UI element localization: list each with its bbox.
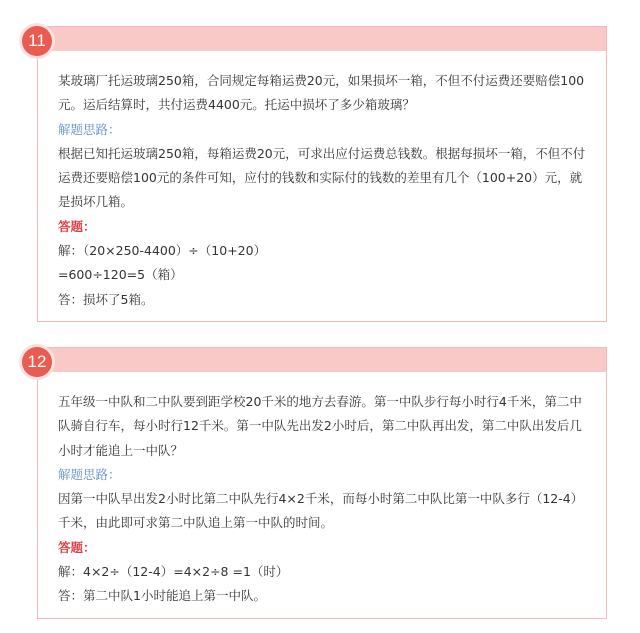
solution-line: 答：损坏了5箱。 xyxy=(58,291,154,307)
solution-line: =600÷120=5（箱） xyxy=(58,267,183,283)
analysis-label: 解题思路： xyxy=(58,121,121,137)
problem-question: 五年级一中队和二中队要到距学校20千米的地方去春游。第一中队步行每小时行4千米，第二中队骑自行车，每小时行12千米。第一中队先出发2小时后，第二中队再出发，第二中队出发后几小时才能追上一中队？ xyxy=(58,394,582,458)
problem-card-header xyxy=(27,348,606,372)
problem-question: 某玻璃厂托运玻璃250箱，合同规定每箱运费20元，如果损坏一箱，不但不付运费还要赔偿100元。运后结算时，共付运费4400元。托运中损坏了多少箱玻璃？ xyxy=(58,73,585,113)
answer-label: 答题： xyxy=(58,218,96,234)
problem-card-header xyxy=(28,27,606,51)
problem-number-badge: 12 xyxy=(22,347,52,377)
solution-line: 解：4×2÷（12-4）=4×2÷8 =1（时） xyxy=(58,564,289,580)
analysis-text: 因第一中队早出发2小时比第二中队先行4×2千米，而每小时第二中队比第一中队多行（12-4）千米，由此即可求第二中队追上第一中队的时间。 xyxy=(58,491,584,531)
solution-line: 答：第二中队1小时能追上第一中队。 xyxy=(58,588,266,604)
problem-number-badge: 11 xyxy=(22,26,52,56)
analysis-text: 根据已知托运玻璃250箱，每箱运费20元，可求出应付运费总钱数。根据每损坏一箱，不但不付运费还要赔偿100元的条件可知，应付的钱数和实际付的钱数的差里有几个（100+20）元，就是损坏几箱。 xyxy=(58,145,586,210)
problem-body xyxy=(58,69,592,312)
problem-card-12 xyxy=(27,347,607,619)
problem-body xyxy=(58,390,592,609)
analysis-label: 解题思路： xyxy=(58,466,121,482)
answer-label: 答题： xyxy=(58,539,96,555)
solution-line: 解：（20×250-4400）÷（10+20） xyxy=(58,243,267,259)
problem-card-11 xyxy=(28,26,607,322)
